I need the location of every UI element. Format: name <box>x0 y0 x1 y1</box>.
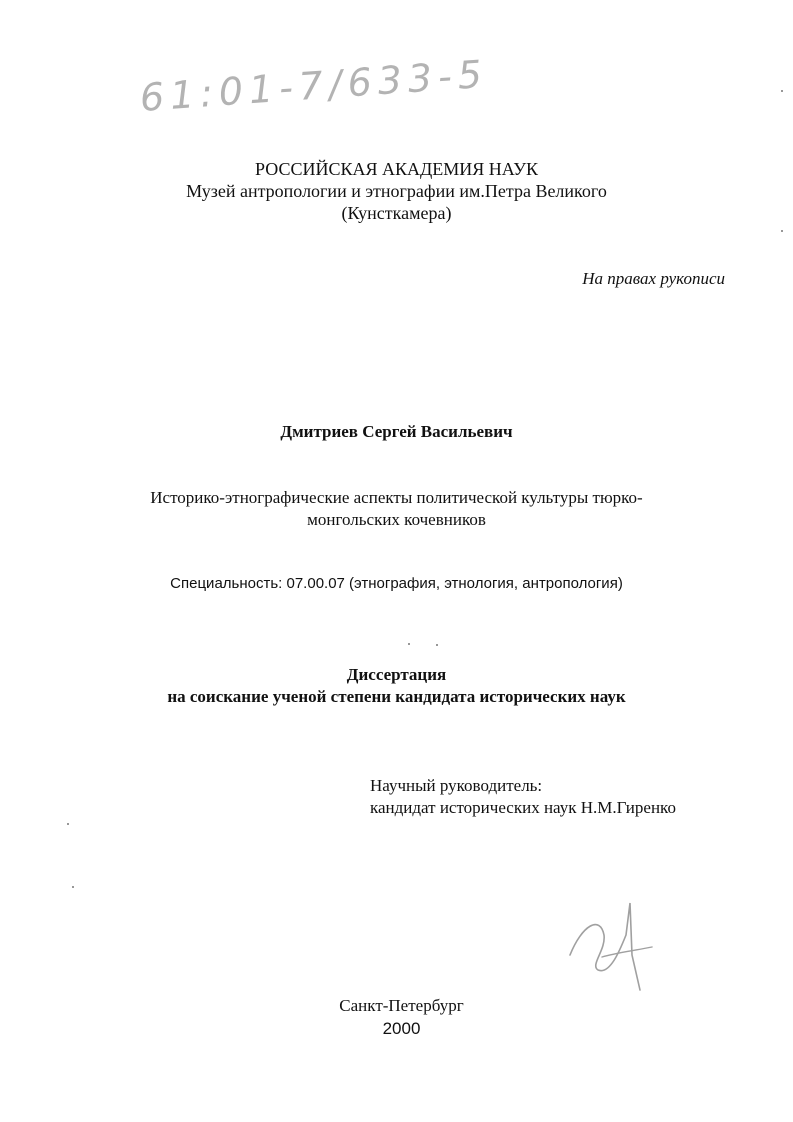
place: Санкт-Петербург <box>339 996 464 1015</box>
scan-speck <box>67 823 69 825</box>
academy-name: РОССИЙСКАЯ АКАДЕМИЯ НАУК <box>255 159 538 179</box>
museum-alt-name: (Кунсткамера) <box>341 203 452 223</box>
scan-speck <box>436 644 438 646</box>
degree-line: на соискание ученой степени кандидата исторических наук <box>167 687 626 706</box>
scan-speck <box>408 643 410 645</box>
museum-name: Музей антропологии и этнографии им.Петра Великого <box>186 181 607 201</box>
manuscript-note: На правах рукописи <box>582 269 725 288</box>
scan-speck <box>781 230 783 232</box>
scan-speck <box>781 90 783 92</box>
year: 2000 <box>382 1019 421 1038</box>
signature-mark <box>560 895 670 995</box>
supervisor-label: Научный руководитель: <box>370 776 543 795</box>
author-name: Дмитриев Сергей Васильевич <box>280 422 513 441</box>
dissertation-title-line1: Историко-этнографические аспекты политической культуры тюрко- <box>150 488 643 507</box>
scan-speck <box>72 886 74 888</box>
dissertation-title-line2: монгольских кочевников <box>307 510 486 529</box>
supervisor-name: кандидат исторических наук Н.М.Гиренко <box>370 798 676 817</box>
handwritten-archive-number: 61:01-7/633-5 <box>138 51 490 120</box>
specialty: Специальность: 07.00.07 (этнография, этнология, антропология) <box>170 575 623 592</box>
dissertation-heading: Диссертация <box>346 665 447 684</box>
